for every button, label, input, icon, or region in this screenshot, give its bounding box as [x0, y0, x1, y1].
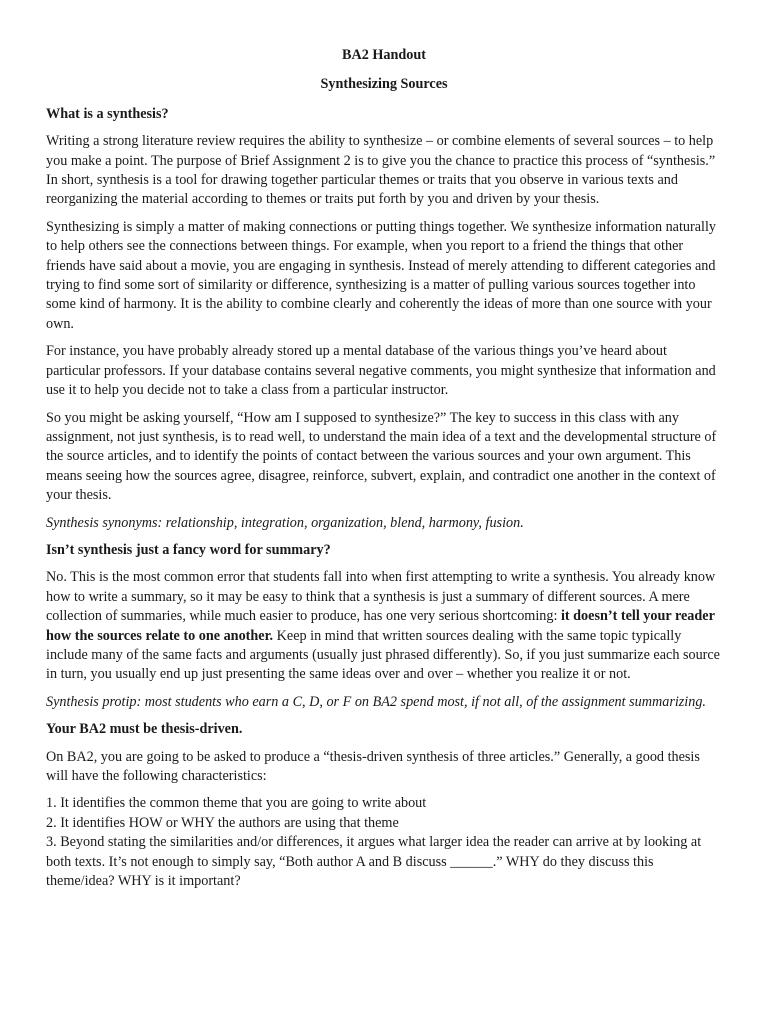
section-heading: Isn’t synthesis just a fancy word for summary?	[46, 541, 331, 558]
characteristics-list	[46, 794, 722, 891]
paragraph: For instance, you have probably already stored up a mental database of the various things you’ve heard about particular professors. If your database contains several negative comments, you might synthesize that information and use it to help you decide not to take a class from a particular instructor.	[46, 343, 716, 399]
paragraph: Writing a strong literature review requires the ability to synthesize – or combine elements of several sources – to help you make a point. The purpose of Brief Assignment 2 is to give you the chance to practice this process of “synthesis.” In short, synthesis is a tool for drawing together particular themes or traits that you observe in various texts and reorganizing the material according to themes or traits put forth by you and driven by your thesis.	[46, 133, 716, 208]
list-item: 1. It identifies the common theme that you are going to write about	[46, 795, 427, 812]
section-heading: What is a synthesis?	[46, 105, 169, 122]
list-item: 3. Beyond stating the similarities and/or differences, it argues what larger idea the reader can arrive at by looking at both texts. It’s not enough to simply say, “Both author A and B discuss ______.” WHY do they discuss this theme/idea? WHY is it important?	[46, 834, 702, 890]
paragraph: On BA2, you are going to be asked to produce a “thesis-driven synthesis of three articles.” Generally, a good thesis will have the following characteristics:	[46, 748, 700, 784]
section-synthesis-vs-summary	[46, 541, 722, 712]
section-thesis-driven	[46, 720, 722, 891]
paragraph: Synthesizing is simply a matter of making connections or putting things together. We synthesize information naturally to help others see the connections between things. For example, when you report to a friend the things that other friends have said about a movie, you are engaging in synthesis. Instead of merely attending to different categories and trying to find some sort of similarity or difference, synthesizing is a matter of pulling various sources together into some kind of harmony. It is the ability to combine clearly and coherently the ideas of more than one source with your own.	[46, 218, 717, 332]
emphasized-text: it doesn’t tell your reader how the sources relate to one another.	[46, 608, 715, 644]
paragraph	[46, 568, 722, 684]
list-item: 2. It identifies HOW or WHY the authors are using that theme	[46, 814, 399, 831]
paragraph-text: No. This is the most common error that students fall into when first attempting to write a synthesis. You already know how to write a summary, so it may be easy to think that a synthesis is just a summary of different sources. A mere collection of summaries, while much easier to produce, has one very serious shortcoming:	[46, 569, 716, 625]
section-heading: Your BA2 must be thesis-driven.	[46, 721, 243, 738]
section-what-is-synthesis	[46, 105, 722, 533]
document-subtitle: Synthesizing Sources	[320, 76, 448, 93]
document-title: BA2 Handout	[342, 47, 426, 63]
synonyms-note: Synthesis synonyms: relationship, integration, organization, blend, harmony, fusion.	[46, 514, 524, 531]
protip-note: Synthesis protip: most students who earn a C, D, or F on BA2 spend most, if not all, of the assignment summarizing.	[46, 693, 706, 710]
paragraph-text: Keep in mind that written sources dealing with the same topic typically include many of the same facts and arguments (usually just phrased differently). So, if you just summarize each source in turn, you usually end up just presenting the same ideas over and over – whether you realize it or not.	[46, 627, 720, 683]
paragraph: So you might be asking yourself, “How am I supposed to synthesize?” The key to success in this class with any assignment, not just synthesis, is to read well, to understand the main idea of a text and the developmental structure of the source articles, and to identify the points of contact between the various sources and your own argument. This means seeing how the sources agree, disagree, reinforce, subvert, explain, and contradict one another in the context of your thesis.	[46, 409, 717, 504]
